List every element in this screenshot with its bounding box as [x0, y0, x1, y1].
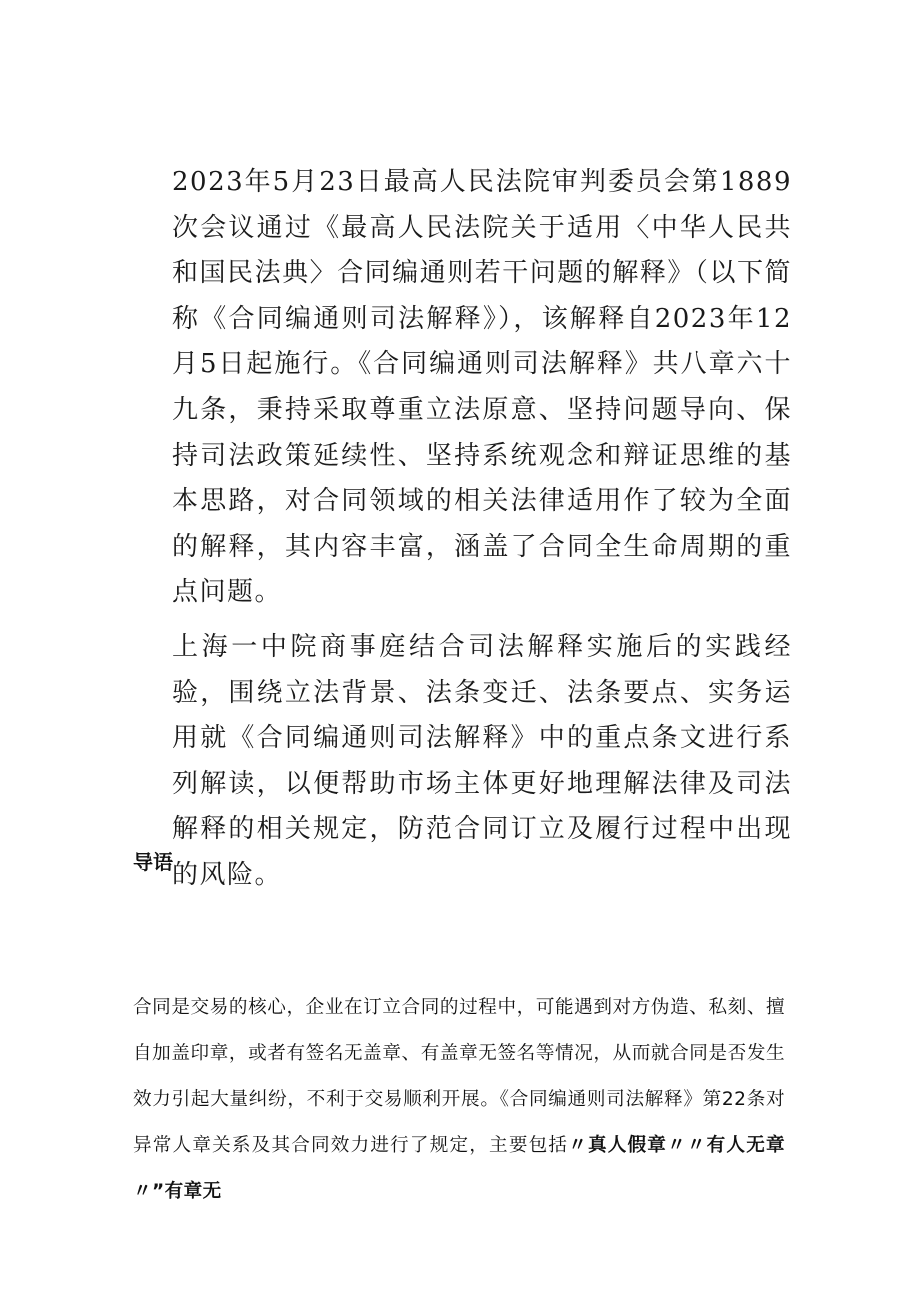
body-paragraph-text: 合同是交易的核心，企业在订立合同的过程中，可能遇到对方伪造、私刻、擅自加盖印章，或者有签名无盖章、有盖章无签名等情况，从而就合同是否发生效力引起大量纠纷，不利于交易顺利开展。《合同编通则司法解释》第22条对异常人章关系及其合同效力进行了规定，主要包括 [133, 997, 785, 1156]
body-paragraph [133, 985, 785, 1215]
section-heading: 导语 [133, 850, 173, 874]
body-paragraph-bold-terms: 〃真人假章〃〃有人无章〃”有章无 [133, 1135, 785, 1202]
intro-paragraph-1: 2023年5月23日最高人民法院审判委员会第1889次会议通过《最高人民法院关于适用〈中华人民共和国民法典〉合同编通则若干问题的解释》（以下简称《合同编通则司法解释》），该解释自2023年12月5日起施行。《合同编通则司法解释》共八章六十九条，秉持采取尊重立法原意、坚持问题导向、保持司法政策延续性、坚持系统观念和辩证思维的基本思路，对合同领域的相关法律适用作了较为全面的解释，其内容丰富，涵盖了合同全生命周期的重点问题。 [172, 167, 792, 608]
intro-paragraph-2: 上海一中院商事庭结合司法解释实施后的实践经验，围绕立法背景、法条变迁、法条要点、实务运用就《合同编通则司法解释》中的重点条文进行系列解读，以便帮助市场主体更好地理解法律及司法解释的相关规定，防范合同订立及履行过程中出现的风险。 [172, 632, 792, 890]
